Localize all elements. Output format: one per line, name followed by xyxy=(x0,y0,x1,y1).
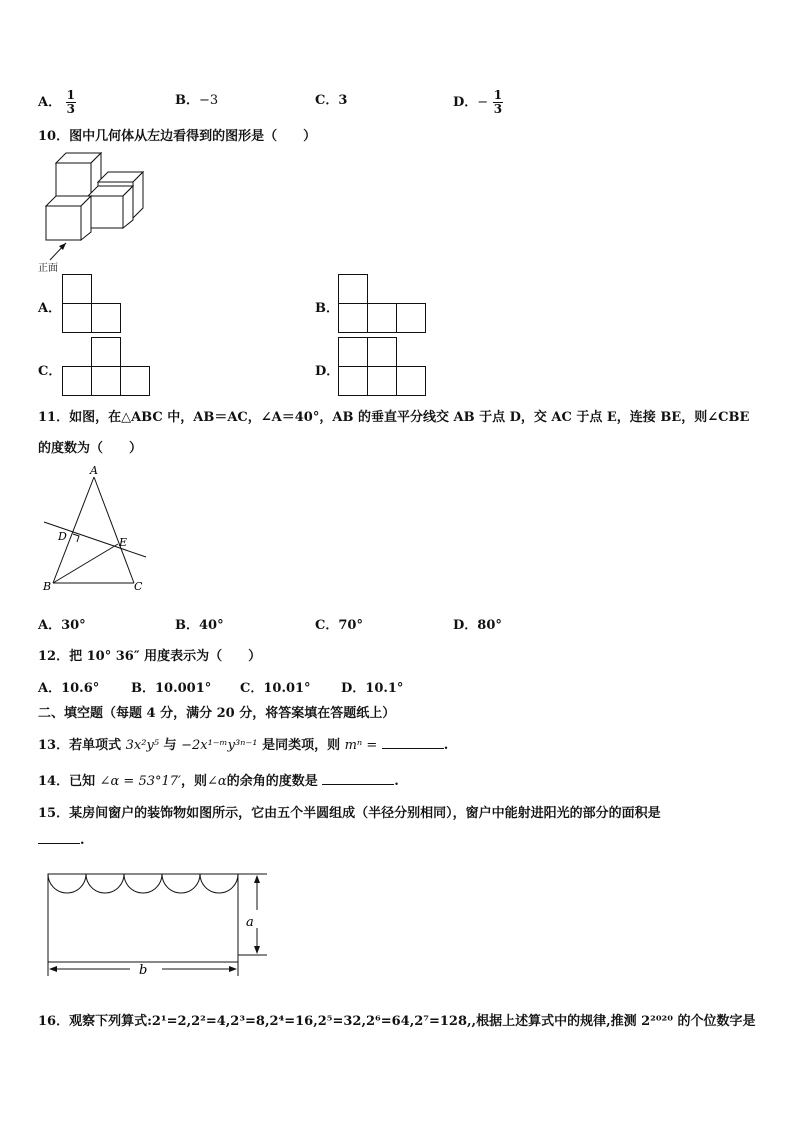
q11-option-b: B．40° xyxy=(175,618,224,633)
q12-stem: 12．把 10° 36″ 用度表示为（ ） xyxy=(38,649,262,664)
label-e: E xyxy=(119,536,128,549)
label-b: b xyxy=(139,963,148,978)
q10-option-c-figure xyxy=(62,337,152,399)
q10-option-b-figure xyxy=(338,274,428,336)
q9-option-b: B．−3 xyxy=(175,93,219,108)
answer-blank xyxy=(322,784,394,785)
label-a: a xyxy=(246,915,254,930)
q12-option-a: A．10.6° xyxy=(38,681,100,696)
q11-stem-line2: 的度数为（ ） xyxy=(38,441,143,456)
label-d: D xyxy=(58,530,67,543)
label-c: C xyxy=(134,580,143,593)
q14-stem: 14．已知 ∠α = 53°17′，则∠α的余角的度数是 . xyxy=(38,774,399,789)
q12-option-d: D．10.1° xyxy=(341,681,404,696)
q11-option-d: D．80° xyxy=(453,618,502,633)
fraction: $\frac{1}{3}$ xyxy=(493,88,503,116)
answer-blank xyxy=(38,843,80,844)
q11-option-c: C．70° xyxy=(315,618,363,633)
q10-stem: 10．图中几何体从左边看得到的图形是（ ） xyxy=(38,129,317,144)
q12-option-c: C．10.01° xyxy=(240,681,311,696)
q10-option-d-figure xyxy=(338,337,428,399)
q9-option-d: D．− $\frac{1}{3}$ xyxy=(453,88,503,116)
q10-option-a-label: A． xyxy=(38,301,62,316)
q9-option-a: A． $\frac{1}{3}$ xyxy=(38,88,75,116)
q10-option-d-label: D． xyxy=(315,364,340,379)
q12-option-b: B．10.001° xyxy=(131,681,212,696)
label-a: A xyxy=(90,464,98,477)
q11-option-a: A．30° xyxy=(38,618,86,633)
q15-answer-line: . xyxy=(38,833,85,848)
label-b: B xyxy=(43,580,52,593)
answer-blank xyxy=(382,748,444,749)
q10-option-a-figure xyxy=(62,274,124,336)
q13-stem: 13．若单项式 3x²y⁵ 与 −2x¹⁻ᵐy³ⁿ⁻¹ 是同类项，则 mⁿ = . xyxy=(38,738,449,753)
q9-option-c: C．3 xyxy=(315,93,348,108)
q11-stem-line1: 11．如图，在△ABC 中，AB＝AC，∠A＝40°，AB 的垂直平分线交 AB 于点 D，交 AC 于点 E，连接 BE，则∠CBE xyxy=(38,410,750,425)
section-2-heading: 二、填空题（每题 4 分，满分 20 分，将答案填在答题纸上） xyxy=(38,706,396,721)
q10-option-b-label: B． xyxy=(315,301,339,316)
q16-stem: 16．观察下列算式:2¹=2,2²=4,2³=8,2⁴=16,2⁵=32,2⁶=64,2⁷=128,,根据上述算式中的规律,推测 2²⁰²⁰ 的个位数字是 xyxy=(38,1014,756,1029)
q11-triangle-figure xyxy=(38,462,158,597)
q10-solid-figure xyxy=(38,150,148,270)
front-label: 正面 xyxy=(38,263,58,274)
fraction: $\frac{1}{3}$ xyxy=(66,88,75,116)
q10-option-c-label: C． xyxy=(38,364,62,379)
q15-stem: 15．某房间窗户的装饰物如图所示，它由五个半圆组成（半径分别相同），窗户中能射进阳光的部分的面积是 xyxy=(38,806,661,821)
q15-window-figure xyxy=(38,868,270,983)
